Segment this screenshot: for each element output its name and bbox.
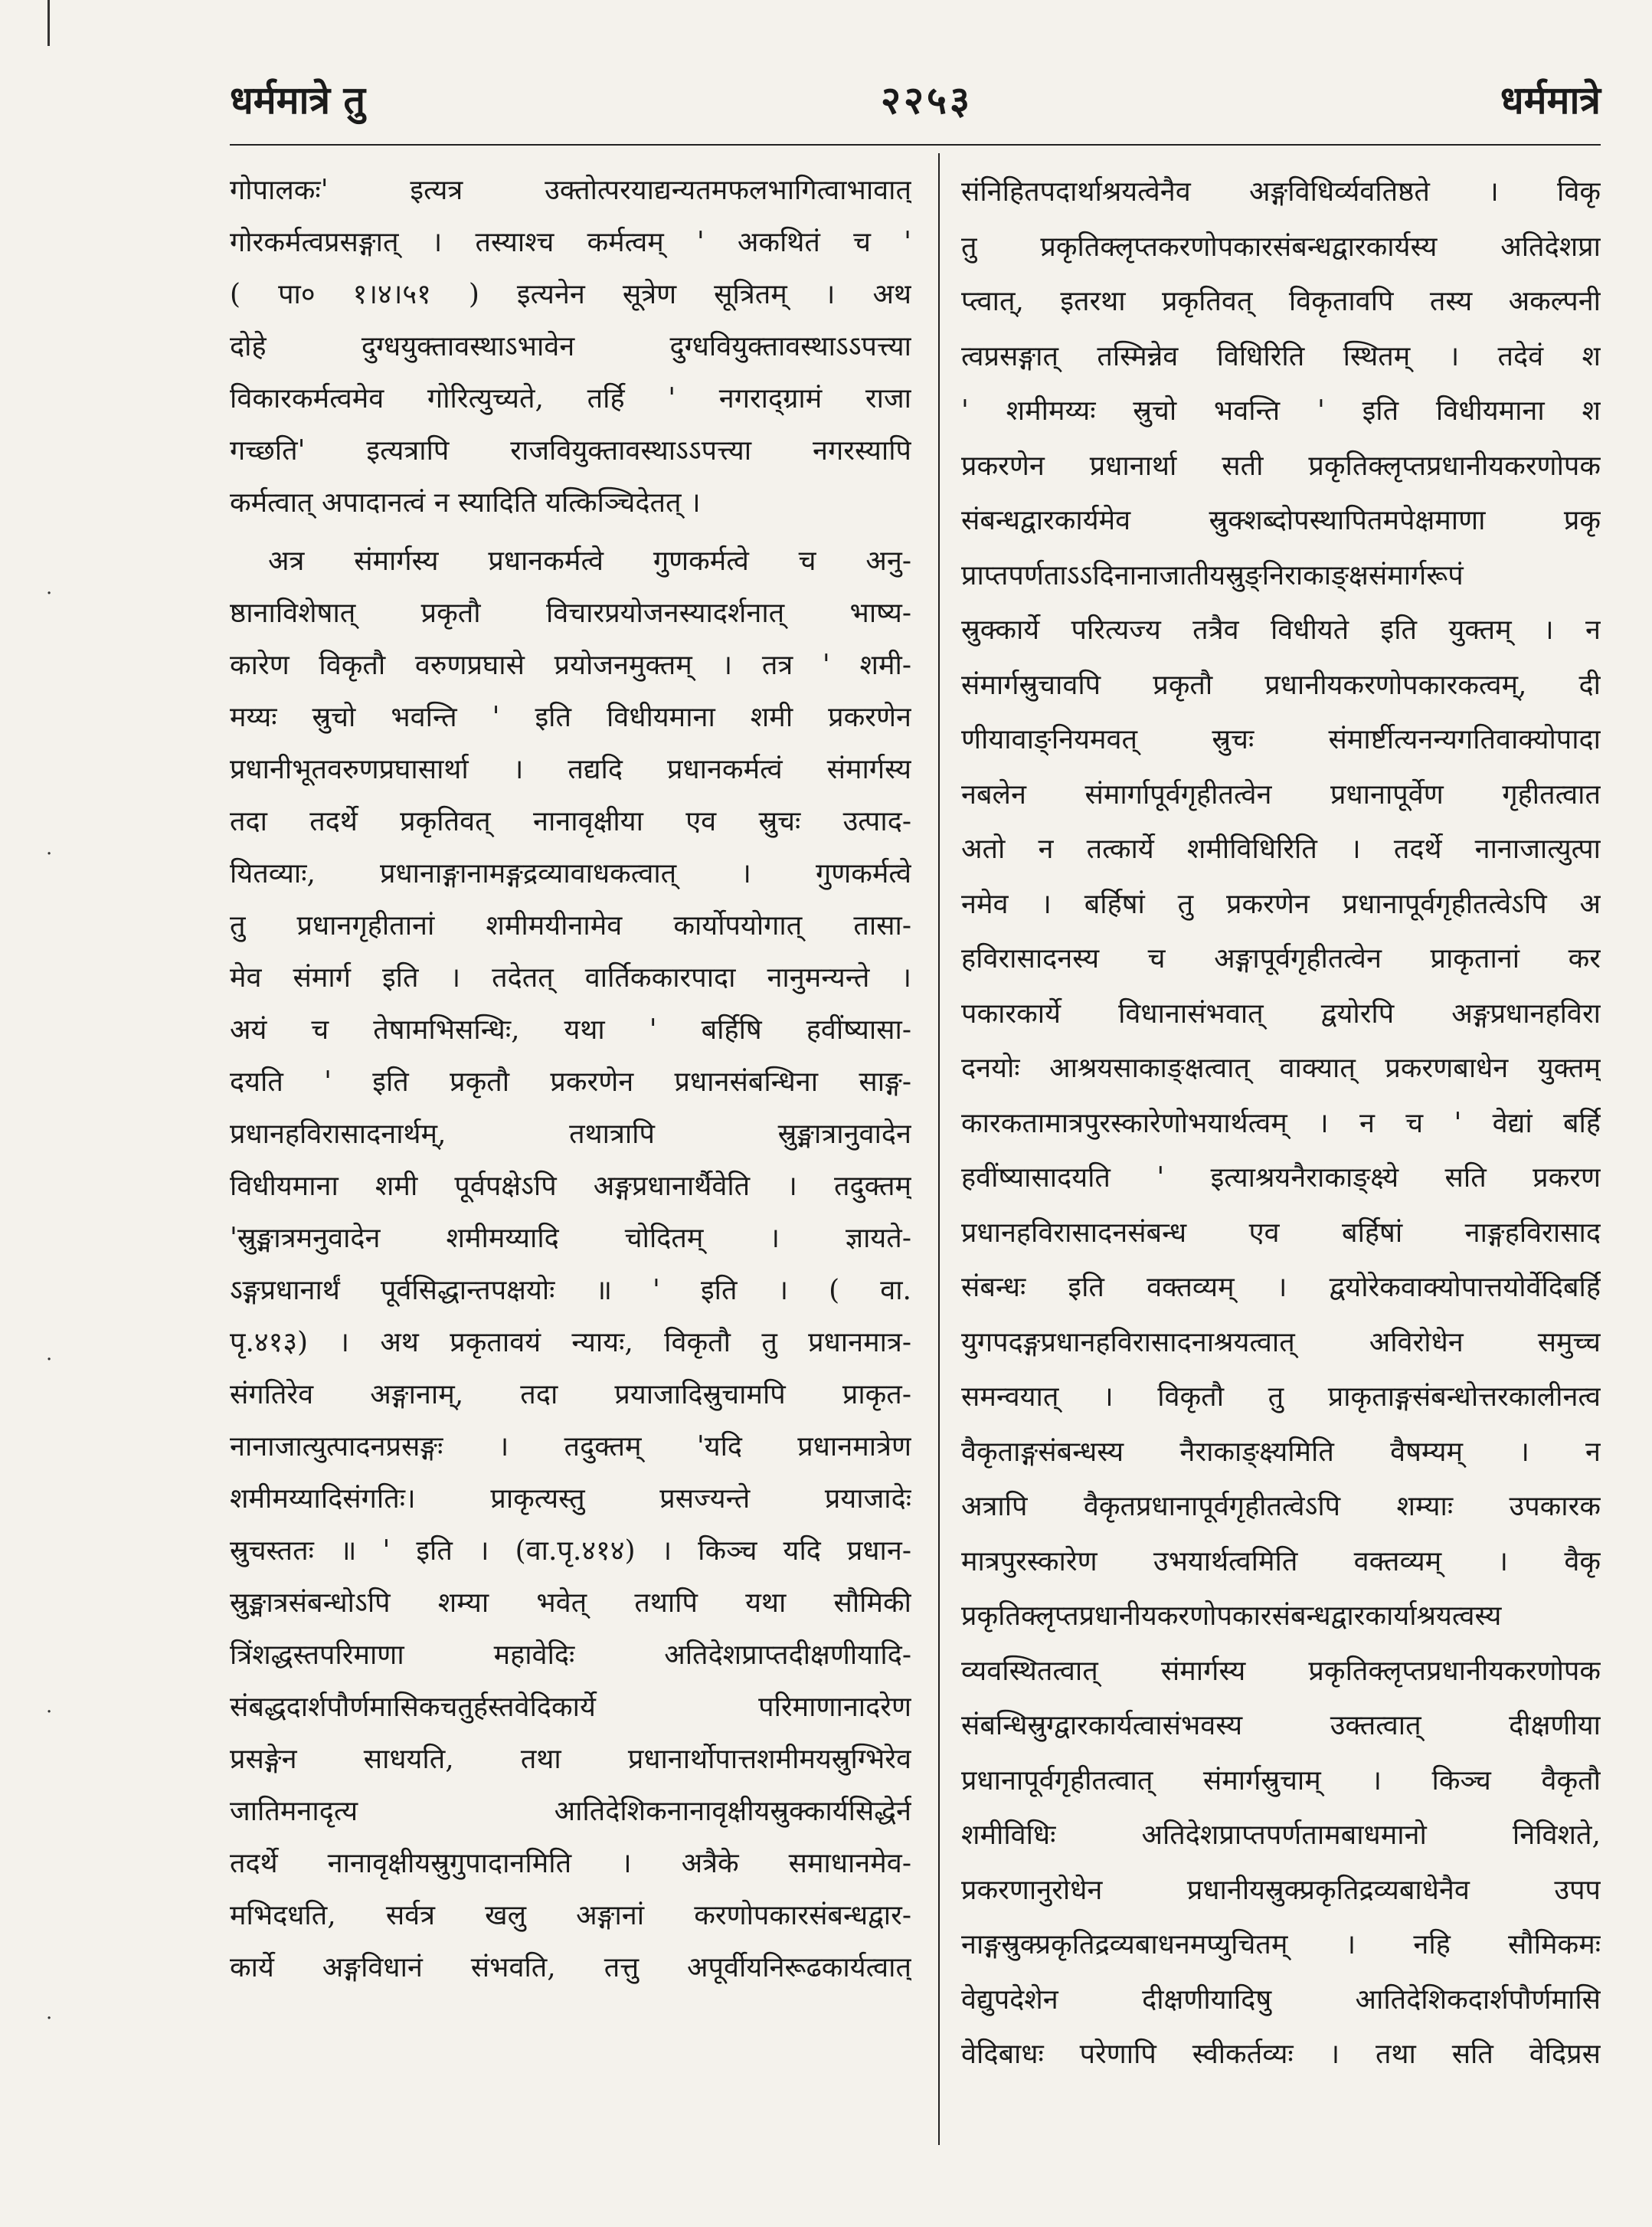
text-line: नमेव । बर्हिषां तु प्रकरणेन प्रधानापूर्वगृहीतत्वेऽपि अ xyxy=(961,888,1601,920)
text-line: वैकृताङ्गसंबन्धस्य नैराकाङ्क्ष्यमिति वैषम्यम् । न xyxy=(961,1436,1601,1468)
text-line: गोरकर्मत्वप्रसङ्गात् । तस्याश्च कर्मत्वम् ' अकथितं च ' xyxy=(230,227,911,258)
text-line: शमीमय्यादिसंगतिः। प्राकृत्यस्तु प्रसज्यन्ते प्रयाजादेः xyxy=(230,1483,911,1515)
text-line: विधीयमाना शमी पूर्वपक्षेऽपि अङ्गप्रधानार्थैवेति । तदुक्तम् xyxy=(230,1171,911,1202)
page-number: २२५३ xyxy=(881,77,973,123)
text-line: कार्ये अङ्गविधानं संभवति, तत्तु अपूर्वीयनिरूढकार्यत्वात् xyxy=(230,1952,911,1983)
text-line: प्रकृतिक्लृप्तप्रधानीयकरणोपकारसंबन्धद्वारकार्याश्रयत्वस्य xyxy=(961,1600,1502,1632)
margin-speck: · xyxy=(46,582,53,605)
margin-speck: · xyxy=(46,1348,53,1371)
text-line: तु प्रकृतिक्लृप्तकरणोपकारसंबन्धद्वारकार्यस्य अतिदेशप्रा xyxy=(961,231,1601,263)
text-line: दयति ' इति प्रकृतौ प्रकरणेन प्रधानसंबन्धिना साङ्ग- xyxy=(230,1066,911,1098)
text-line: वेदिबाधः परेणापि स्वीकर्तव्यः । तथा सति वेदिप्रस xyxy=(961,2039,1601,2070)
text-line: मभिदधति, सर्वत्र खलु अङ्गानां करणोपकारसंबन्धद्वार- xyxy=(230,1900,911,1931)
text-line: यितव्याः, प्रधानाङ्गानामङ्गद्रव्यावाधकत्वात् । गुणकर्मत्वे xyxy=(230,858,911,889)
text-line: स्रुचस्ततः ॥ ' इति । (वा.पृ.४१४) । किञ्च यदि प्रधान- xyxy=(230,1535,911,1567)
text-line: मात्रपुरस्कारेण उभयार्थत्वमिति वक्तव्यम् । वैकृ xyxy=(961,1545,1601,1577)
text-line: ऽङ्गप्रधानार्थं पूर्वसिद्धान्तपक्षयोः ॥ ' इति । ( वा. xyxy=(230,1275,911,1306)
text-line: शमीविधिः अतिदेशप्राप्तपर्णतामबाधमानो निविशते, xyxy=(961,1819,1601,1851)
margin-speck: · xyxy=(46,843,53,866)
text-line: प्रधानहविरासादनार्थम्, तथात्रापि स्रुङ्मात्रानुवादेन xyxy=(230,1118,911,1150)
text-line: संबन्धिस्रुग्द्वारकार्यत्वासंभवस्य उक्तत्वात् दीक्षणीया xyxy=(961,1710,1601,1741)
text-line: स्रुङ्मात्रसंबन्धोऽपि शम्या भवेत् तथापि यथा सौमिकी xyxy=(230,1587,911,1619)
text-line: ष्ठानाविशेषात् प्रकृतौ विचारप्रयोजनस्यादर्शनात् भाष्य- xyxy=(230,598,911,629)
text-line: हविरासादनस्य च अङ्गापूर्वगृहीतत्वेन प्राकृतानां कर xyxy=(961,943,1601,974)
text-line: कर्मत्वात् अपादानत्वं न स्यादिति यत्किञ्चिदेतत् । xyxy=(230,487,701,519)
text-line: समन्वयात् । विकृतौ तु प्राकृताङ्गसंबन्धोत्तरकालीनत्व xyxy=(961,1381,1601,1413)
text-line: प्राप्तपर्णताऽऽदिनानाजातीयस्रुङ्निराकाङ्क्षसंमार्गरूपं xyxy=(961,559,1464,591)
text-line: कारेण विकृतौ वरुणप्रघासे प्रयोजनमुक्तम् । तत्र ' शमी- xyxy=(230,650,911,681)
running-header xyxy=(222,73,1601,134)
text-line: गोपालकः' इत्यत्र उक्तोत्परयाद्यन्यतमफलभागित्वाभावात् xyxy=(230,175,911,206)
text-line: अत्रापि वैकृतप्रधानापूर्वगृहीतत्वेऽपि शम्याः उपकारक xyxy=(961,1491,1601,1522)
text-line: तदर्थे नानावृक्षीयस्रुगुपादानमिति । अत्रैके समाधानमेव- xyxy=(230,1848,911,1879)
text-line: प्रकरणानुरोधेन प्रधानीयस्रुक्प्रकृतिद्रव्यबाधेनैव उपप xyxy=(961,1874,1601,1906)
text-line: दनयोः आश्रयसाकाङ्क्षत्वात् वाक्यात् प्रकरणबाधेन युक्तम् xyxy=(961,1053,1601,1084)
text-line: पकारकार्ये विधानासंभवात् द्वयोरपि अङ्गप्रधानहविरा xyxy=(961,997,1601,1030)
header-right-text: धर्ममात्रे xyxy=(1500,77,1601,123)
text-line: नानाजात्युत्पादनप्रसङ्गः । तदुक्तम् 'यदि प्रधानमात्रेण xyxy=(230,1431,911,1462)
text-line: त्रिंशद्धस्तपरिमाणा महावेदिः अतिदेशप्राप्तदीक्षणीयादि- xyxy=(230,1639,911,1671)
text-line: नबलेन संमार्गापूर्वगृहीतत्वेन प्रधानापूर्वेण गृहीतत्वात xyxy=(961,778,1601,811)
text-line: हवींष्यासादयति ' इत्याश्रयनैराकाङ्क्ष्ये सति प्रकरण xyxy=(961,1162,1601,1194)
text-line: प्रधानापूर्वगृहीतत्वात् संमार्गस्रुचाम् । किञ्च वैकृतौ xyxy=(961,1764,1601,1796)
text-line: अत्र संमार्गस्य प्रधानकर्मत्वे गुणकर्मत्वे च अनु- xyxy=(268,545,911,577)
text-line: प्रसङ्गेन साधयति, तथा प्रधानार्थोपात्तशमीमयस्रुग्भिरेव xyxy=(230,1744,911,1775)
text-line: प्रकरणेन प्रधानार्था सती प्रकृतिक्लृप्तप्रधानीयकरणोपक xyxy=(961,450,1601,482)
column-divider xyxy=(938,153,940,2145)
text-line: स्रुक्कार्ये परित्यज्य तत्रैव विधीयते इति युक्तम् । न xyxy=(961,614,1601,646)
paragraph xyxy=(230,165,911,529)
text-line: अयं च तेषामभिसन्धिः, यथा ' बर्हिषि हवींष्यासा- xyxy=(230,1014,911,1046)
text-line: संबन्धद्वारकार्यमेव स्रुक्शब्दोपस्थापितमपेक्षमाणा प्रकृ xyxy=(961,505,1601,536)
text-line: कारकतामात्रपुरस्कारेणोभयार्थत्वम् । न च ' वेद्यां बर्हि xyxy=(961,1107,1601,1139)
text-line: मेव संमार्ग इति । तदेतत् वार्तिककारपादा नानुमन्यन्ते । xyxy=(230,962,911,994)
text-line: व्यवस्थितत्वात् संमार्गस्य प्रकृतिक्लृप्तप्रधानीयकरणोपक xyxy=(961,1655,1601,1687)
text-line: गच्छति' इत्यत्रापि राजवियुक्तावस्थाऽऽपत्त्या नगरस्यापि xyxy=(230,435,911,467)
left-column xyxy=(230,165,911,1994)
text-line: प्रधानहविरासादनसंबन्ध एव बर्हिषां नाङ्गहविरासाद xyxy=(961,1217,1601,1249)
text-line: जातिमनादृत्य आतिदेशिकनानावृक्षीयस्रुक्कार्यसिद्धेर्न xyxy=(230,1796,911,1827)
text-line: संनिहितपदार्थाश्रयत्वेनैव अङ्गविधिर्व्यवतिष्ठते । विकृ xyxy=(961,176,1601,208)
text-line: तु प्रधानगृहीतानां शमीमयीनामेव कार्योपयोगात् तासा- xyxy=(230,910,911,942)
text-line: पृ.४१३) । अथ प्रकृतावयं न्यायः, विकृतौ तु प्रधानमात्र- xyxy=(230,1327,911,1358)
text-line: णीयावाङ्नियमवत् स्रुचः संमार्ष्टीत्यनन्यगतिवाक्योपादा xyxy=(961,724,1601,755)
header-left-text: धर्ममात्रे तु xyxy=(230,77,366,123)
text-line: अतो न तत्कार्ये शमीविधिरिति । तदर्थे नानाजात्युत्पा xyxy=(961,833,1601,865)
right-column xyxy=(961,165,1601,2082)
text-line: नाङ्गस्रुक्प्रकृतिद्रव्यबाधनमप्युचितम् । नहि सौमिकमः xyxy=(961,1929,1601,1960)
text-line: त्वप्रसङ्गात् तस्मिन्नेव विधिरिति स्थितम् । तदेवं श xyxy=(961,340,1601,372)
text-line: युगपदङ्गप्रधानहविरासादनाश्रयत्वात् अविरोधेन समुच्च xyxy=(961,1326,1601,1358)
margin-line-mark xyxy=(47,0,50,46)
text-line: दोहे दुग्धयुक्तावस्थाऽभावेन दुग्धवियुक्तावस्थाऽऽपत्त्या xyxy=(230,331,911,362)
text-line: विकारकर्मत्वमेव गोरित्युच्यते, तर्हि ' नगराद्ग्रामं राजा xyxy=(230,383,911,414)
text-line: प्त्वात्, इतरथा प्रकृतिवत् विकृतावपि तस्य अकल्पनी xyxy=(961,286,1601,317)
text-line: मय्यः स्रुचो भवन्ति ' इति विधीयमाना शमी प्रकरणेन xyxy=(230,702,911,733)
text-line: तदा तदर्थे प्रकृतिवत् नानावृक्षीया एव स्रुचः उत्पाद- xyxy=(230,806,911,837)
margin-speck: · xyxy=(46,1701,53,1724)
paragraph xyxy=(230,535,911,1994)
header-rule xyxy=(230,144,1601,146)
text-line: संबद्धदार्शपौर्णमासिकचतुर्हस्तवेदिकार्ये परिमाणानादरेण xyxy=(230,1692,911,1723)
text-line: संगतिरेव अङ्गानाम्, तदा प्रयाजादिस्रुचामपि प्राकृत- xyxy=(230,1379,911,1410)
text-line: वेद्युपदेशेन दीक्षणीयादिषु आतिदेशिकदार्शपौर्णमासि xyxy=(961,1983,1601,2016)
text-line: संमार्गस्रुचावपि प्रकृतौ प्रधानीयकरणोपकारकत्वम्, दी xyxy=(961,669,1601,701)
text-line: संबन्धः इति वक्तव्यम् । द्वयोरेकवाक्योपात्तयोर्वेदिबर्हि xyxy=(961,1272,1601,1303)
text-line: 'स्रुङ्मात्रमनुवादेन शमीमय्यादि चोदितम् । ज्ञायते- xyxy=(230,1223,911,1254)
text-line: प्रधानीभूतवरुणप्रघासार्था । तद्यदि प्रधानकर्मत्वं संमार्गस्य xyxy=(230,754,911,785)
text-line: ( पा० १।४।५१ ) इत्यनेन सूत्रेण सूत्रितम् । अथ xyxy=(230,279,911,310)
margin-speck: · xyxy=(46,2007,53,2030)
text-line: ' शमीमय्यः स्रुचो भवन्ति ' इति विधीयमाना श xyxy=(961,395,1601,427)
